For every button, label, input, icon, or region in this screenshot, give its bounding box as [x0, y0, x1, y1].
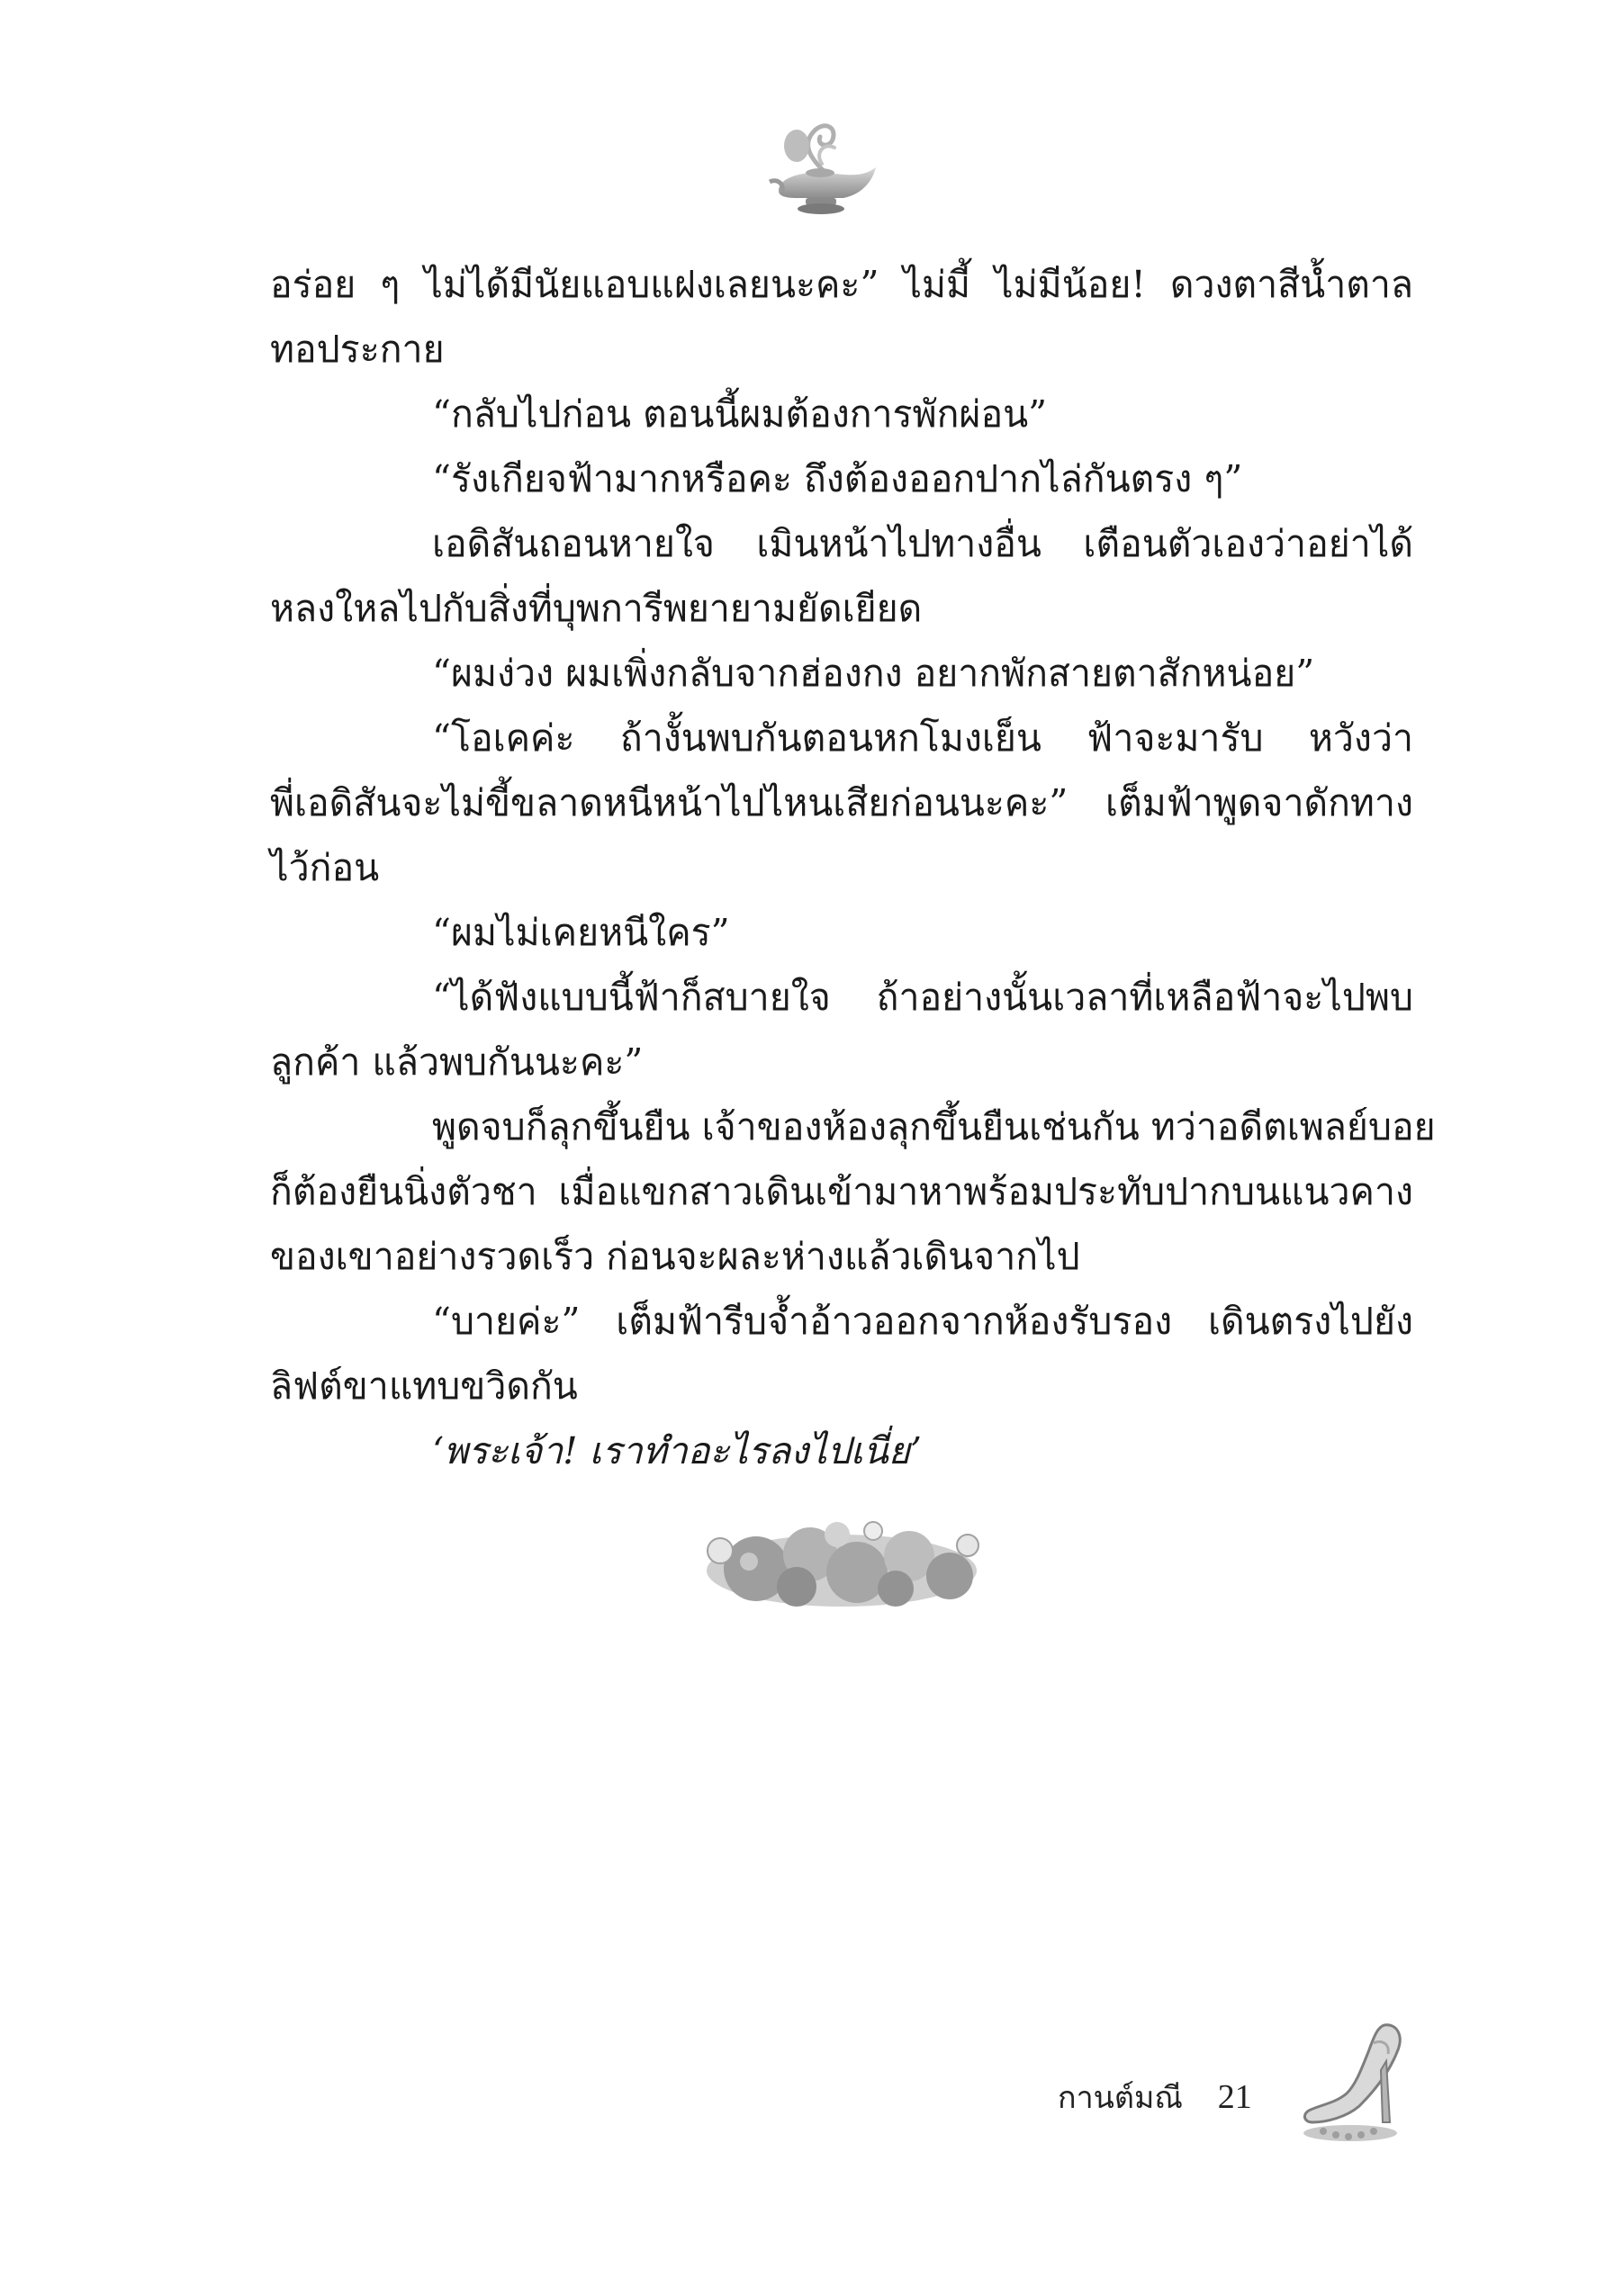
paragraph-line: ก็ต้องยืนนิ่งตัวชา เมื่อแขกสาวเดินเข้ามาหาพร้อมประทับปากบนแนวคาง	[270, 1170, 1413, 1213]
fruit-cluster-icon	[693, 1499, 990, 1620]
glass-slipper-icon	[1296, 2016, 1413, 2151]
paragraph-line: ไว้ก่อน	[270, 846, 380, 889]
paragraph-line: พูดจบก็ลุกขึ้นยืน เจ้าของห้องลุกขึ้นยืนเช่นกัน ทว่าอดีตเพลย์บอย	[432, 1105, 1436, 1148]
dialogue-line: “ผมง่วง ผมเพิ่งกลับจากฮ่องกง อยากพักสายตาสักหน่อย”	[432, 652, 1315, 695]
page-number: 21	[1217, 2078, 1252, 2116]
page-footer	[1058, 2070, 1252, 2124]
paragraph-line: ลิฟต์ขาแทบขวิดกัน	[270, 1364, 578, 1408]
paragraph-line: พี่เอดิสันจะไม่ขี้ขลาดหนีหน้าไปไหนเสียก่อนนะคะ” เต็มฟ้าพูดจาดักทาง	[270, 781, 1413, 824]
dialogue-line: “กลับไปก่อน ตอนนี้ผมต้องการพักผ่อน”	[432, 392, 1048, 436]
paragraph-line: ทอประกาย	[270, 328, 445, 371]
paragraph-line: หลงใหลไปกับสิ่งที่บุพการีพยายามยัดเยียด	[270, 587, 923, 630]
genie-lamp-icon	[761, 108, 887, 225]
paragraph-line: ของเขาอย่างรวดเร็ว ก่อนจะผละห่างแล้วเดินจากไป	[270, 1235, 1080, 1278]
dialogue-line: “ได้ฟังแบบนี้ฟ้าก็สบายใจ ถ้าอย่างนั้นเวลาที่เหลือฟ้าจะไปพบ	[432, 976, 1413, 1019]
dialogue-line: “ผมไม่เคยหนีใคร”	[432, 911, 730, 954]
thought-line: ‘พระเจ้า! เราทำอะไรลงไปเนี่ย’	[432, 1429, 922, 1472]
dialogue-line: “บายค่ะ” เต็มฟ้ารีบจ้ำอ้าวออกจากห้องรับรอง เดินตรงไปยัง	[432, 1300, 1413, 1343]
author-name: กานต์มณี	[1058, 2080, 1183, 2116]
dialogue-line: “รังเกียจฟ้ามากหรือคะ ถึงต้องออกปากไล่กันตรง ๆ”	[432, 457, 1243, 500]
paragraph-line: อร่อย ๆ ไม่ได้มีนัยแอบแฝงเลยนะคะ” ไม่มี้ ไม่มีน้อย! ดวงตาสีน้ำตาล	[270, 263, 1413, 306]
paragraph-line: เอดิสันถอนหายใจ เมินหน้าไปทางอื่น เตือนตัวเองว่าอย่าได้	[432, 522, 1413, 565]
dialogue-line: “โอเคค่ะ ถ้างั้นพบกันตอนหกโมงเย็น ฟ้าจะมารับ หวังว่า	[432, 716, 1413, 760]
body-text	[270, 252, 1436, 1483]
paragraph-line: ลูกค้า แล้วพบกันนะคะ”	[270, 1040, 644, 1084]
